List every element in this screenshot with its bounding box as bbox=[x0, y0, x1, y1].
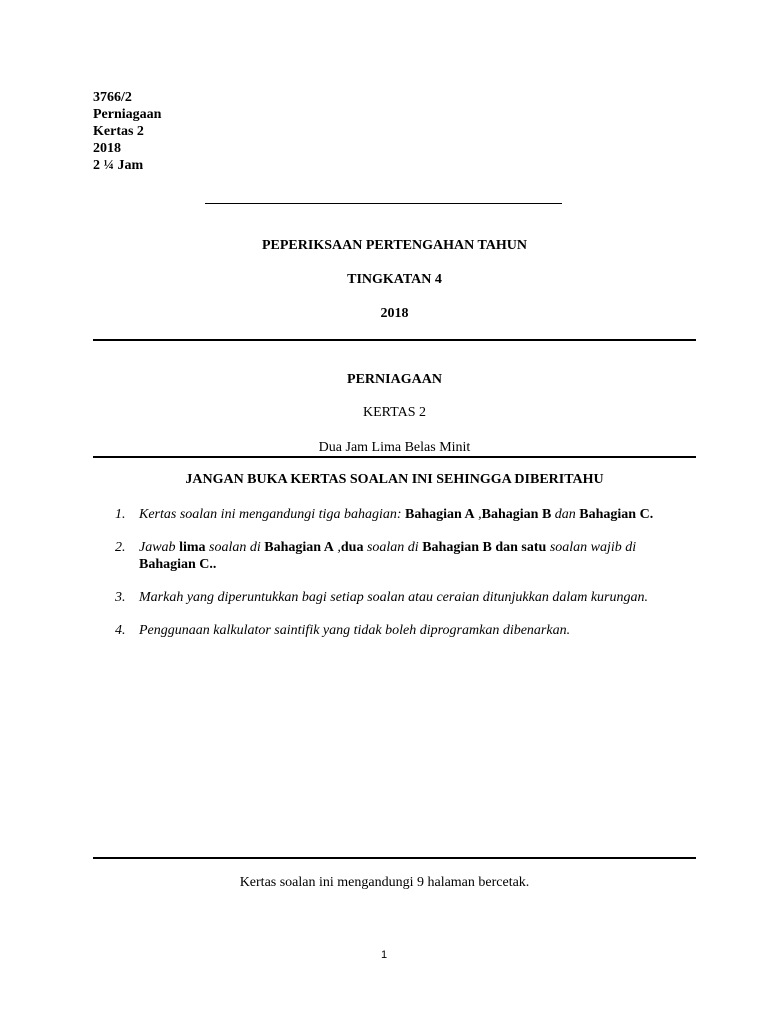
instruction-bold: lima bbox=[179, 540, 206, 555]
instruction-text: dan bbox=[551, 507, 580, 522]
subject-duration: Dua Jam Lima Belas Minit bbox=[318, 440, 471, 455]
instruction-item bbox=[93, 539, 696, 573]
exam-form: TINGKATAN 4 bbox=[347, 272, 442, 287]
instruction-bold: Bahagian B dan satu bbox=[422, 540, 547, 555]
paper-year: 2018 bbox=[93, 141, 121, 156]
subject-divider bbox=[93, 456, 696, 458]
instruction-text: soalan wajib di bbox=[546, 540, 637, 555]
instruction-bold: dua bbox=[340, 540, 364, 555]
paper-number: Kertas 2 bbox=[93, 124, 144, 139]
instruction-number: 1. bbox=[115, 507, 126, 522]
instruction-bold: Bahagian B bbox=[481, 507, 552, 522]
instruction-bold: .. bbox=[209, 557, 217, 572]
page-count-note: Kertas soalan ini mengandungi 9 halaman bercetak. bbox=[239, 875, 530, 890]
instruction-text: , bbox=[333, 540, 341, 555]
instruction-bold: Bahagian A bbox=[264, 540, 334, 555]
footer-divider bbox=[93, 857, 696, 859]
instruction-number: 4. bbox=[115, 623, 126, 638]
instruction-item bbox=[93, 589, 696, 606]
title-divider bbox=[93, 339, 696, 341]
instruction-number: 2. bbox=[115, 540, 126, 555]
instruction-item bbox=[93, 506, 696, 523]
header-divider bbox=[205, 203, 562, 204]
instruction-bold: . bbox=[649, 507, 654, 522]
instruction-bold: Bahagian A bbox=[405, 507, 475, 522]
instruction-text: Jawab bbox=[139, 540, 180, 555]
instruction-text: Kertas soalan ini mengandungi tiga bahagian: bbox=[139, 507, 405, 522]
page-number: 1 bbox=[380, 949, 388, 961]
instruction-number: 3. bbox=[115, 590, 126, 605]
paper-code: 3766/2 bbox=[93, 90, 132, 105]
warning-text: JANGAN BUKA KERTAS SOALAN INI SEHINGGA DIBERITAHU bbox=[185, 472, 604, 487]
instruction-text: , bbox=[474, 507, 482, 522]
instruction-text: soalan di bbox=[205, 540, 265, 555]
paper-header bbox=[93, 89, 161, 174]
paper-duration: 2 ¼ Jam bbox=[93, 158, 144, 173]
subject-title: PERNIAGAAN bbox=[347, 372, 442, 387]
instruction-bold: Bahagian C bbox=[139, 557, 210, 572]
instruction-text: Markah yang diperuntukkan bagi setiap soalan atau ceraian ditunjukkan dalam kurungan. bbox=[139, 590, 648, 605]
exam-year: 2018 bbox=[380, 306, 409, 321]
instructions-list bbox=[93, 506, 696, 655]
instruction-item bbox=[93, 622, 696, 639]
instruction-text: soalan di bbox=[363, 540, 423, 555]
subject-paper: KERTAS 2 bbox=[363, 405, 426, 420]
exam-title: PEPERIKSAAN PERTENGAHAN TAHUN bbox=[261, 238, 527, 253]
instruction-bold: Bahagian C bbox=[579, 507, 650, 522]
instruction-text: Penggunaan kalkulator saintifik yang tidak boleh diprogramkan dibenarkan. bbox=[139, 623, 571, 638]
paper-subject: Perniagaan bbox=[93, 107, 162, 122]
